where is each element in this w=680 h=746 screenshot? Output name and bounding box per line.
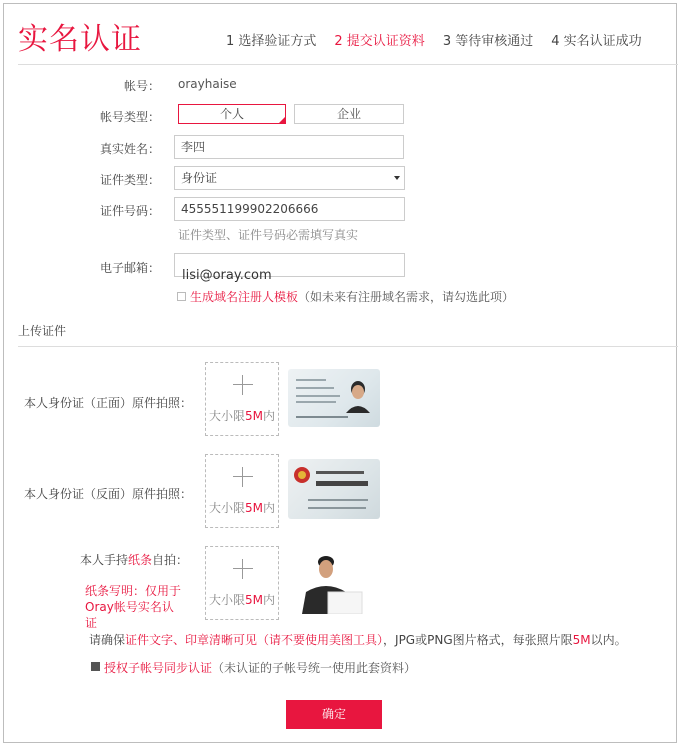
id-card-front-illustration [288,369,380,427]
id-front-upload-box[interactable] [205,362,279,436]
idtype-selected-value: 身份证 [181,171,218,185]
hand-held-note: 纸条写明：仅用于Oray帐号实名认证 [85,584,182,630]
idtype-select[interactable] [174,166,405,190]
step-3: 3 等待审核通过 [442,34,534,49]
step-2-current: 2 提交认证资料 [334,34,425,49]
idtype-label: 证件类型： [99,173,160,187]
submit-button[interactable]: 确定 [286,700,382,729]
size-limit-text: 大小限5M内 [208,409,276,423]
upload-notice: 请确保证件文字、印章清晰可见（请不要使用美图工具），JPG或PNG图片格式，每张照片限5M以内。 [89,633,627,647]
id-front-label: 本人身份证（正面）原件拍照： [23,396,192,410]
email-value: lisi@oray.com [182,268,272,283]
step-1: 1 选择验证方式 [226,34,317,49]
size-limit-text: 大小限5M内 [208,593,276,607]
domain-template-note: （如未来有注册域名需求，请勾选此项） [298,290,515,304]
id-back-label: 本人身份证（反面）原件拍照： [23,487,192,501]
sync-auth-note: （未认证的子帐号统一使用此套资料） [212,661,417,675]
domain-template-link[interactable]: 生成域名注册人模板 [190,290,299,304]
hand-held-upload-box[interactable] [205,546,279,620]
account-type-company-option[interactable]: 企业 [294,104,404,124]
page-title: 实名认证 [18,22,142,57]
domain-template-checkbox[interactable] [177,292,186,301]
upload-section-title: 上传证件 [18,324,67,338]
sync-auth-row [104,659,416,676]
plus-icon [233,559,253,579]
person-holding-paper-illustration [292,552,376,614]
idnum-label: 证件号码： [99,204,160,218]
id-front-sample-image [288,369,380,427]
account-type-personal-option[interactable]: 个人 [178,104,286,124]
domain-template-row [190,288,514,305]
hand-held-sample-image [292,552,376,614]
realname-input[interactable]: 李四 [174,135,404,159]
sync-auth-link[interactable]: 授权子帐号同步认证 [104,661,213,675]
id-card-back-illustration [288,459,380,519]
progress-steps [226,30,660,49]
id-back-sample-image [288,459,380,519]
id-back-upload-box[interactable] [205,454,279,528]
realname-label: 真实姓名： [99,142,160,156]
account-value: orayhaise [178,77,237,91]
email-label: 电子邮箱： [99,261,160,275]
idnum-hint: 证件类型、证件号码必需填写真实 [178,228,359,242]
dropdown-arrow-icon [394,176,400,180]
header-divider [18,64,678,65]
step-4: 4 实名认证成功 [551,34,642,49]
sync-auth-checkbox[interactable] [91,662,100,671]
account-type-label: 帐号类型： [99,110,160,124]
upload-divider [18,346,678,347]
hand-held-label: 本人手持纸条自拍： [80,553,189,567]
plus-icon [233,467,253,487]
account-label: 帐号： [123,79,160,93]
idnum-input[interactable]: 455551199902206666 [174,197,405,221]
plus-icon [233,375,253,395]
size-limit-text: 大小限5M内 [208,501,276,515]
